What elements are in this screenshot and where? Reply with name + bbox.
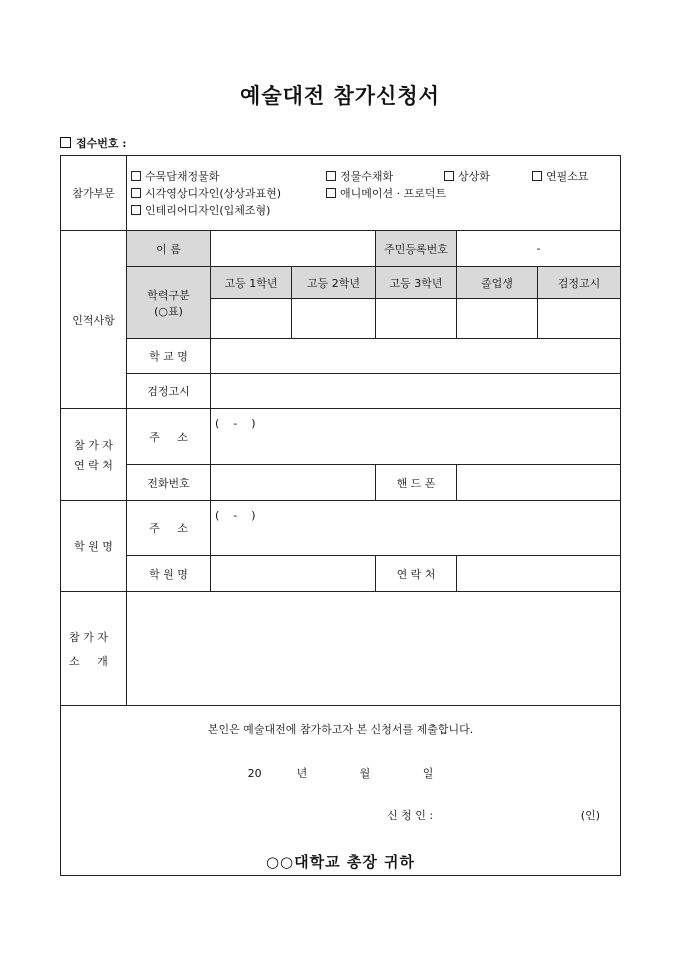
education-mark-grade3[interactable] bbox=[376, 299, 457, 339]
category-option-ink-still-life[interactable]: 수묵담채정물화 bbox=[131, 168, 326, 185]
ged-label: 검정고시 bbox=[127, 374, 211, 409]
ged-field[interactable] bbox=[211, 374, 621, 409]
category-options bbox=[127, 156, 621, 231]
phone-field[interactable] bbox=[211, 465, 376, 501]
education-option-grade2: 고등 2학년 bbox=[292, 267, 376, 299]
category-option-interior-design[interactable]: 인테리어디자인(입체조형) bbox=[131, 202, 270, 219]
education-mark-ged[interactable] bbox=[538, 299, 621, 339]
seal-mark: (인) bbox=[580, 809, 601, 822]
checkbox-icon[interactable] bbox=[131, 171, 141, 181]
name-label: 이 름 bbox=[127, 231, 211, 267]
school-name-label: 학 교 명 bbox=[127, 339, 211, 374]
application-form-table bbox=[60, 155, 621, 876]
address-field[interactable]: ( - ) bbox=[211, 409, 621, 465]
education-mark-grade2[interactable] bbox=[292, 299, 376, 339]
rrn-field[interactable]: - bbox=[457, 231, 621, 267]
mobile-field[interactable] bbox=[457, 465, 621, 501]
intro-field[interactable] bbox=[127, 592, 621, 706]
receipt-number-label: 접수번호 : bbox=[60, 135, 126, 151]
phone-label: 전화번호 bbox=[127, 465, 211, 501]
academy-section-label: 학 원 명 bbox=[61, 501, 127, 592]
category-option-animation-product[interactable]: 애니메이션 · 프로덕트 bbox=[326, 185, 446, 202]
academy-name-label: 학 원 명 bbox=[127, 556, 211, 592]
declaration-text: 본인은 예술대전에 참가하고자 본 신청서를 제출합니다. bbox=[207, 723, 474, 736]
form-title: 예술대전 참가신청서 bbox=[240, 83, 440, 108]
education-option-grade3: 고등 3학년 bbox=[376, 267, 457, 299]
category-option-watercolor[interactable]: 정물수채화 bbox=[326, 168, 444, 185]
date-line[interactable]: 20 년 월 일 bbox=[247, 767, 434, 780]
category-option-visual-design[interactable]: 시각영상디자인(상상과표현) bbox=[131, 185, 326, 202]
address-label: 주 소 bbox=[127, 409, 211, 465]
checkbox-icon[interactable] bbox=[131, 188, 141, 198]
education-option-ged: 검정고시 bbox=[538, 267, 621, 299]
participant-contact-label: 참 가 자 연 락 처 bbox=[61, 409, 127, 501]
education-mark-graduate[interactable] bbox=[457, 299, 538, 339]
education-option-graduate: 졸업생 bbox=[457, 267, 538, 299]
signature-line bbox=[65, 807, 616, 821]
category-option-pencil-drawing[interactable]: 연필소묘 bbox=[532, 168, 589, 185]
declaration-section bbox=[61, 706, 621, 876]
checkbox-icon[interactable] bbox=[444, 171, 454, 181]
name-field[interactable] bbox=[211, 231, 376, 267]
academy-name-field[interactable] bbox=[211, 556, 376, 592]
square-icon bbox=[60, 137, 71, 148]
category-label: 참가부문 bbox=[61, 156, 127, 231]
checkbox-icon[interactable] bbox=[326, 171, 336, 181]
education-label: 학력구분 (○표) bbox=[127, 267, 211, 339]
checkbox-icon[interactable] bbox=[131, 205, 141, 215]
academy-address-label: 주 소 bbox=[127, 501, 211, 556]
applicant-label: 신 청 인 : bbox=[387, 809, 434, 822]
checkbox-icon[interactable] bbox=[532, 171, 542, 181]
intro-label: 참 가 자 소 개 bbox=[61, 592, 127, 706]
academy-contact-label: 연 락 처 bbox=[376, 556, 457, 592]
category-option-imagination[interactable]: 상상화 bbox=[444, 168, 532, 185]
education-option-grade1: 고등 1학년 bbox=[211, 267, 292, 299]
addressee: ○○대학교 총장 귀하 bbox=[265, 853, 416, 871]
education-mark-grade1[interactable] bbox=[211, 299, 292, 339]
academy-contact-field[interactable] bbox=[457, 556, 621, 592]
school-name-field[interactable] bbox=[211, 339, 621, 374]
checkbox-icon[interactable] bbox=[326, 188, 336, 198]
personal-info-label: 인적사항 bbox=[61, 231, 127, 409]
mobile-label: 핸 드 폰 bbox=[376, 465, 457, 501]
academy-address-field[interactable]: ( - ) bbox=[211, 501, 621, 556]
rrn-label: 주민등록번호 bbox=[376, 231, 457, 267]
